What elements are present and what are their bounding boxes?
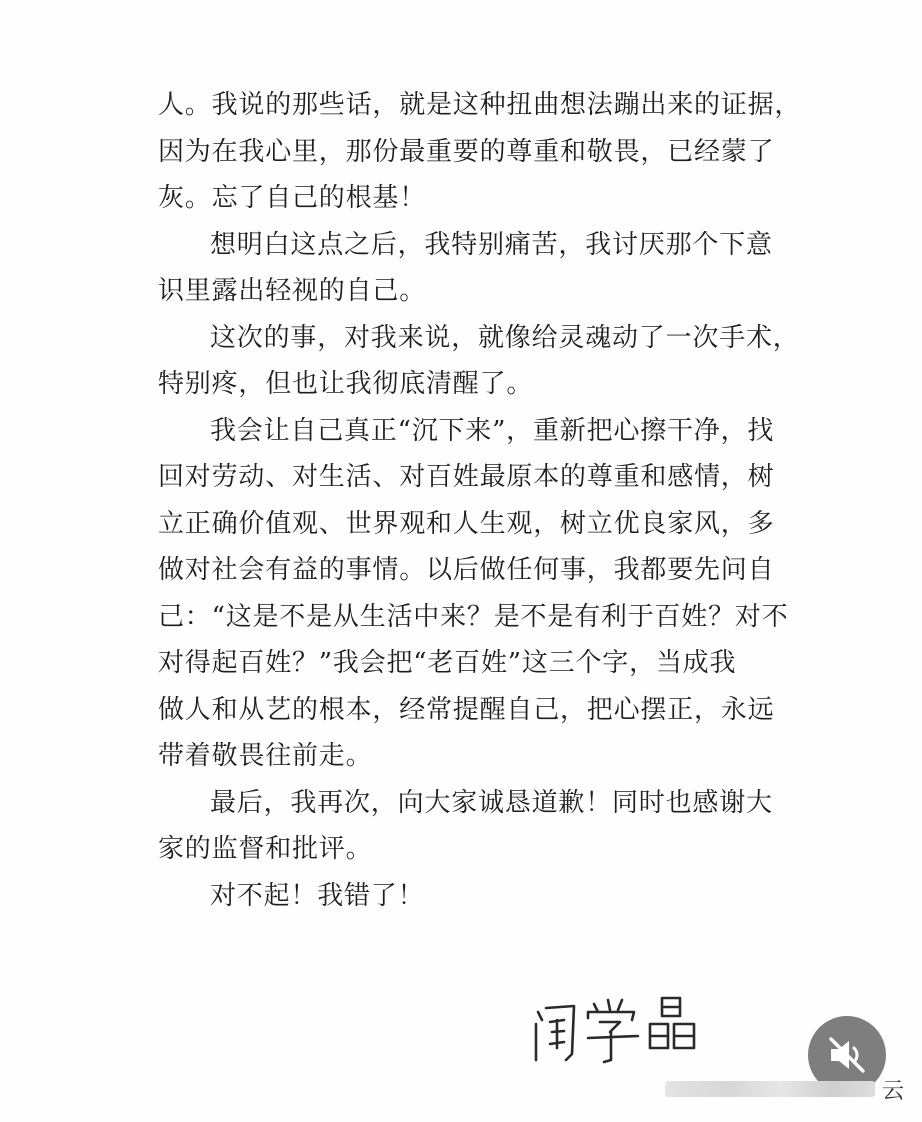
paragraph-5 (158, 780, 798, 873)
text-line: 立正确价值观、世界观和人生观，树立优良家风，多 (158, 508, 775, 539)
speaker-muted-icon (825, 1035, 869, 1075)
text-line: 对得起百姓？”我会把“老百姓”这三个字，当成我 (158, 648, 737, 678)
text-line: 灰。忘了自己的根基！ (158, 183, 427, 213)
text-line: 识里露出轻视的自己。 (158, 276, 427, 306)
text-line: 己：“这是不是从生活中来？是不是有利于百姓？对不 (158, 601, 789, 632)
text-line: 人。我说的那些话，就是这种扭曲想法蹦出来的证据， (158, 90, 802, 120)
text-line: 做人和从艺的根本，经常提醒自己，把心摆正，永远 (158, 694, 775, 725)
watermark-strip (665, 1076, 885, 1102)
letter-body (158, 82, 802, 919)
text-line: 我会让自己真正“沉下来”，重新把心擦干净，找 (210, 415, 775, 446)
paragraph-2 (158, 222, 798, 315)
text-line: 因为在我心里，那份最重要的尊重和敬畏，已经蒙了 (158, 136, 775, 167)
text-line: 回对劳动、对生活、对百姓最原本的尊重和感情，树 (158, 462, 775, 492)
paragraph-1 (158, 82, 802, 222)
text-line: 最后，我再次，向大家诚恳道歉！同时也感谢大 (210, 787, 773, 818)
paragraph-4 (158, 408, 798, 780)
watermark-text: 云 (882, 1079, 905, 1104)
paragraph-3 (158, 315, 798, 408)
text-line: 这次的事，对我来说，就像给灵魂动了一次手术， (210, 322, 800, 353)
blurred-watermark (665, 1081, 875, 1097)
paragraph-6 (158, 873, 798, 920)
text-line: 做对社会有益的事情。以后做任何事，我都要先问自 (158, 555, 775, 585)
text-line: 想明白这点之后，我特别痛苦，我讨厌那个下意 (210, 229, 773, 260)
handwritten-signature (528, 990, 708, 1070)
text-line: 特别疼，但也让我彻底清醒了。 (158, 369, 534, 399)
text-line: 对不起！我错了！ (210, 880, 425, 911)
text-line: 家的监督和批评。 (158, 834, 373, 864)
text-line: 带着敬畏往前走。 (158, 741, 373, 771)
